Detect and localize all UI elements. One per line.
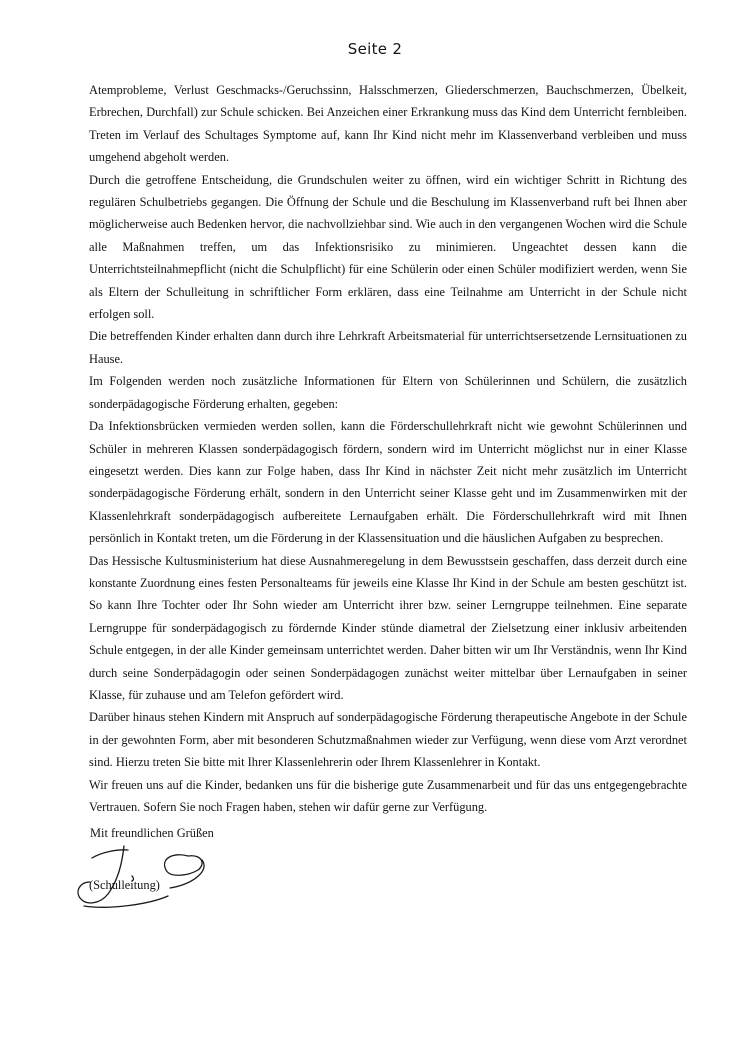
paragraph-special-needs-intro: Im Folgenden werden noch zusätzliche Informationen für Eltern von Schülerinnen und Schülern, die zusätzlich sonderpädagogische Förderung erhalten, gegeben: — [89, 374, 687, 411]
page-number: Seite 2 — [347, 40, 403, 58]
paragraph-school-opening: Durch die getroffene Entscheidung, die Grundschulen weiter zu öffnen, wird ein wichtiger Schritt in Richtung des regulären Schulbetriebs gegangen. Die Öffnung der Schule und die Beschulung im Klassenverband ruft bei Ihnen aber möglicherweise auch Bedenken hervor, die nachvollziehbar sind. Wie auch in den vergangenen Wochen wird die Schule alle Maßnahmen treffen, um das Infektionsrisiko zu minimieren. Ungeachtet dessen kann die Unterrichtsteilnahmepflicht (nicht die Schulpflicht) für eine Schülerin oder einen Schüler modifiziert werden, wenn Sie als Eltern der Schulleitung in schriftlicher Form erklären, dass eine Teilnahme am Unterricht in der Schule nicht erfolgen soll. — [89, 172, 687, 322]
paragraph-thanks: Wir freuen uns auf die Kinder, bedanken uns für die bisherige gute Zusammenarbeit und für das uns entgegengebrachte Vertrauen. Sofern Sie noch Fragen haben, stehen wir dafür gerne zur Verfügung. — [89, 777, 687, 814]
paragraph-ministry-rule: Das Hessische Kultusministerium hat diese Ausnahmeregelung in dem Bewusstsein geschaffen, dass derzeit durch eine konstante Zuordnung eines festen Personalteams für jeweils eine Klasse Ihr Kind in der Schule am besten geschützt ist. So kann Ihre Tochter oder Ihr Sohn wieder am Unterricht ihrer bzw. seiner Lerngruppe teilnehmen. Eine separate Lerngruppe für sonderpädagogisch zu fördernde Kinder stünde diametral der Zielsetzung einer inklusiv arbeitenden Schule entgegen, in der alle Kinder gemeinsam unterrichtet werden. Daher bitten wir um Ihr Verständnis, wenn Ihr Kind durch seine Sonderpädagogin oder seinen Sonderpädagogen zunächst weiter mittelbar über Lernaufgaben in seiner Klasse, für zuhause und am Telefon gefördert wird. — [89, 553, 687, 702]
paragraph-home-material: Die betreffenden Kinder erhalten dann durch ihre Lehrkraft Arbeitsmaterial für unterrichtsersetzende Lernsituationen zu Hause. — [89, 329, 687, 366]
paragraph-infection-bridges: Da Infektionsbrücken vermieden werden sollen, kann die Förderschullehrkraft nicht wie gewohnt Schülerinnen und Schüler in mehreren Klassen sonderpädagogisch fördern, sondern wird im Unterricht möglichst nur in einer Klasse eingesetzt werden. Dies kann zur Folge haben, dass Ihr Kind in nächster Zeit nicht mehr zusätzlich im Unterricht sonderpädagogische Förderung erhält, sondern in den Unterricht seiner Klasse geht und im Zusammenwirken mit der Klassenlehrkraft sonderpädagogisch aufbereitete Lernaufgaben erhält. Die Förderschullehrkraft wird mit Ihnen persönlich in Kontakt treten, um die Förderung in der Klassensituation und die häuslichen Aufgaben zu besprechen. — [89, 419, 687, 546]
handwritten-signature — [70, 836, 220, 911]
closing-greeting: Mit freundlichen Grüßen — [90, 826, 214, 840]
signatory-role: (Schulleitung) — [89, 878, 160, 892]
paragraph-therapy: Darüber hinaus stehen Kindern mit Anspruch auf sonderpädagogische Förderung therapeutische Angebote in der Schule in der gewohnten Form, aber mit besonderen Schutzmaßnahmen wieder zur Verfügung, wenn diese vom Arzt verordnet sind. Hierzu treten Sie bitte mit Ihrer Klassenlehrerin oder Ihrem Klassenlehrer in Kontakt. — [89, 710, 687, 770]
letter-body — [89, 79, 687, 818]
paragraph-symptoms: Atemprobleme, Verlust Geschmacks-/Geruchssinn, Halsschmerzen, Gliederschmerzen, Bauchschmerzen, Übelkeit, Erbrechen, Durchfall) zur Schule schicken. Bei Anzeichen einer Erkrankung muss das Kind dem Unterricht fernbleiben. Treten im Verlauf des Schultages Symptome auf, kann Ihr Kind nicht mehr im Klassenverband verbleiben und muss umgehend abgeholt werden. — [89, 83, 687, 165]
